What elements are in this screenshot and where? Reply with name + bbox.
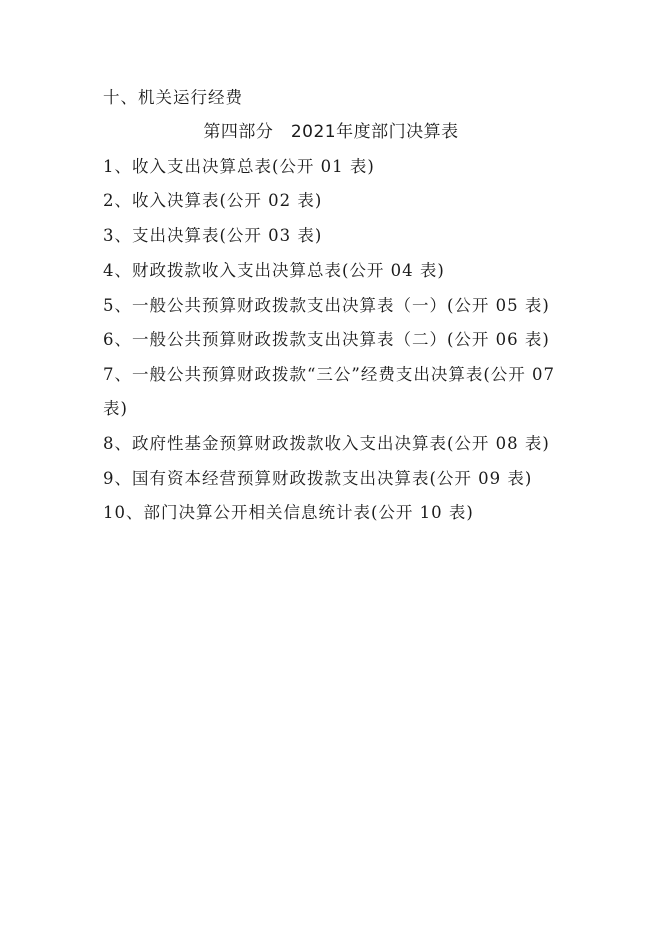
list-item-6: 6、一般公共预算财政拨款支出决算表（二）(公开 06 表) [103, 330, 550, 349]
list-item-7: 7、一般公共预算财政拨款“三公”经费支出决算表(公开 07 [103, 365, 556, 384]
list-item-8: 8、政府性基金预算财政拨款收入支出决算表(公开 08 表) [103, 434, 550, 453]
list-item-7-continuation: 表) [103, 399, 128, 418]
list-item-3: 3、支出决算表(公开 03 表) [103, 226, 323, 245]
list-item-9: 9、国有资本经营预算财政拨款支出决算表(公开 09 表) [103, 469, 533, 488]
list-item-4: 4、财政拨款收入支出决算总表(公开 04 表) [103, 261, 445, 280]
previous-section-item: 十、机关运行经费 [103, 88, 243, 107]
list-item-5: 5、一般公共预算财政拨款支出决算表（一）(公开 05 表) [103, 296, 550, 315]
list-item-2: 2、收入决算表(公开 02 表) [103, 191, 323, 210]
list-item-1: 1、收入支出决算总表(公开 01 表) [103, 157, 375, 176]
list-item-10: 10、部门决算公开相关信息统计表(公开 10 表) [103, 503, 474, 522]
section-heading: 第四部分 2021年度部门决算表 [203, 122, 459, 142]
